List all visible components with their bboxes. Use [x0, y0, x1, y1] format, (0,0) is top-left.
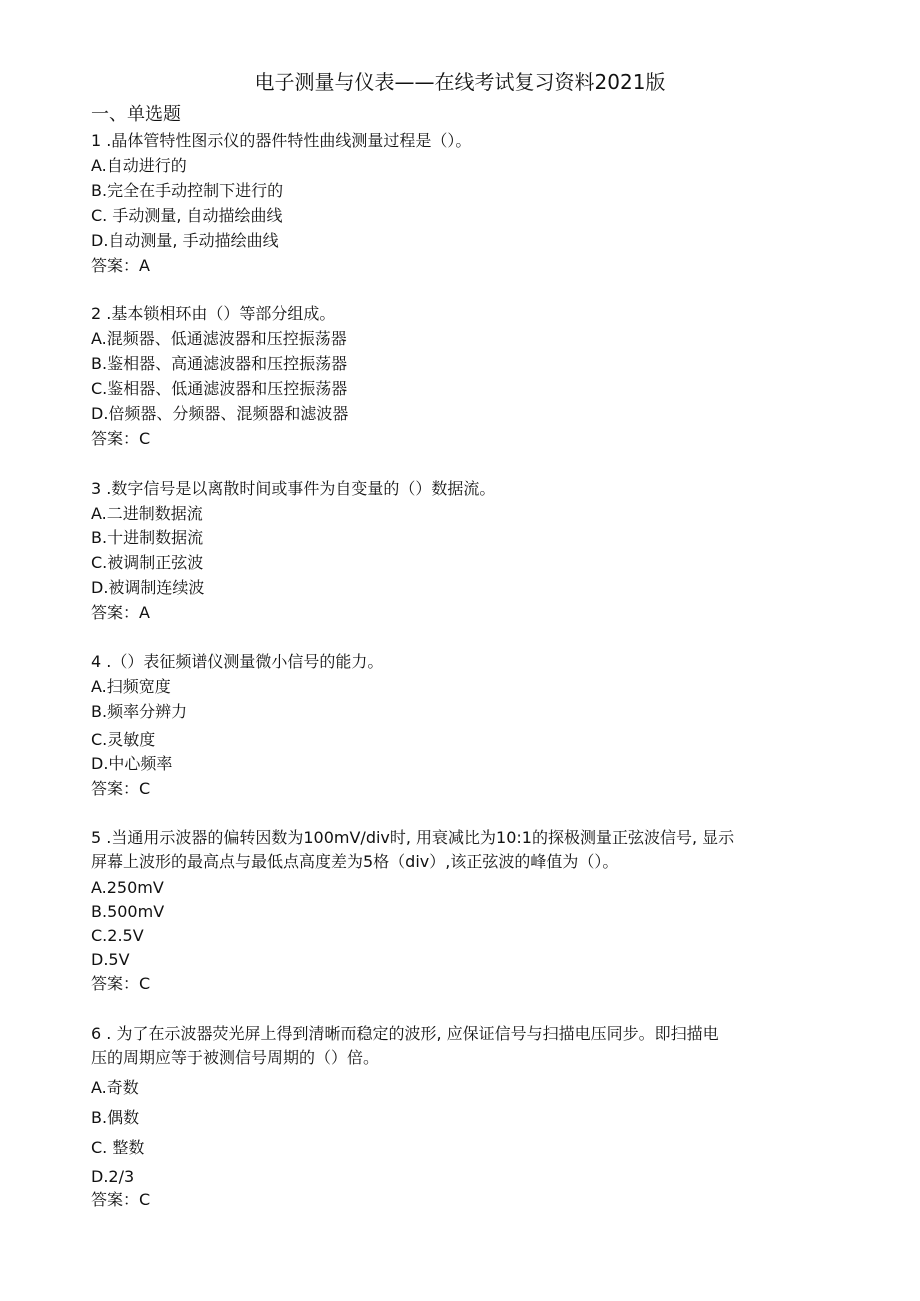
question-3-option-b: B.十进制数据流 — [91, 528, 204, 547]
question-6-option-a: A.奇数 — [91, 1078, 139, 1097]
question-5-option-a: A.250mV — [91, 878, 164, 897]
question-4-option-c: C.灵敏度 — [91, 730, 156, 749]
question-1-answer: 答案：A — [91, 256, 150, 275]
question-6-option-b: B.偶数 — [91, 1108, 140, 1127]
question-5-option-d: D.5V — [91, 950, 130, 969]
question-4-option-b: B.频率分辨力 — [91, 702, 188, 721]
question-3-stem: 3 .数字信号是以离散时间或事件为自变量的（）数据流。 — [91, 479, 496, 498]
question-4-stem: 4 .（）表征频谱仪测量微小信号的能力。 — [91, 652, 384, 671]
question-4-option-d: D.中心频率 — [91, 754, 173, 773]
question-6-answer: 答案：C — [91, 1190, 151, 1209]
question-3-option-a: A.二进制数据流 — [91, 504, 203, 523]
question-1-stem: 1 .晶体管特性图示仪的器件特性曲线测量过程是（）。 — [91, 131, 472, 150]
question-5-stem-line-1: 5 .当通用示波器的偏转因数为100mV/div时, 用衰减比为10:1的探极测量正弦波信号, 显示 — [91, 828, 735, 847]
question-3-answer: 答案：A — [91, 603, 150, 622]
question-1-option-a: A.自动进行的 — [91, 156, 187, 175]
question-5-answer: 答案：C — [91, 974, 151, 993]
question-2-option-d: D.倍频器、分频器、混频器和滤波器 — [91, 404, 349, 423]
question-6-option-c: C. 整数 — [91, 1138, 145, 1157]
question-2-stem: 2 .基本锁相环由（）等部分组成。 — [91, 304, 336, 323]
question-3-option-d: D.被调制连续波 — [91, 578, 205, 597]
question-1-option-d: D.自动测量, 手动描绘曲线 — [91, 231, 279, 250]
question-5-option-b: B.500mV — [91, 902, 165, 921]
question-5-stem-line-2: 屏幕上波形的最高点与最低点高度差为5格（div）,该正弦波的峰值为（）。 — [91, 852, 619, 871]
document-title: 电子测量与仪表——在线考试复习资料2021版 — [254, 70, 666, 94]
question-2-option-a: A.混频器、低通滤波器和压控振荡器 — [91, 329, 347, 348]
section-heading: 一、单选题 — [91, 104, 181, 125]
question-4-answer: 答案：C — [91, 779, 151, 798]
question-1-option-b: B.完全在手动控制下进行的 — [91, 181, 284, 200]
question-4-option-a: A.扫频宽度 — [91, 677, 171, 696]
question-1-option-c: C. 手动测量, 自动描绘曲线 — [91, 206, 283, 225]
question-2-option-b: B.鉴相器、高通滤波器和压控振荡器 — [91, 354, 348, 373]
question-3-option-c: C.被调制正弦波 — [91, 553, 204, 572]
question-6-option-d: D.2/3 — [91, 1167, 135, 1186]
question-6-stem-line-2: 压的周期应等于被测信号周期的（）倍。 — [91, 1048, 380, 1067]
question-6-stem-line-1: 6 . 为了在示波器荧光屏上得到清晰而稳定的波形, 应保证信号与扫描电压同步。即扫描电 — [91, 1024, 719, 1043]
question-2-answer: 答案：C — [91, 429, 151, 448]
question-5-option-c: C.2.5V — [91, 926, 144, 945]
question-2-option-c: C.鉴相器、低通滤波器和压控振荡器 — [91, 379, 348, 398]
